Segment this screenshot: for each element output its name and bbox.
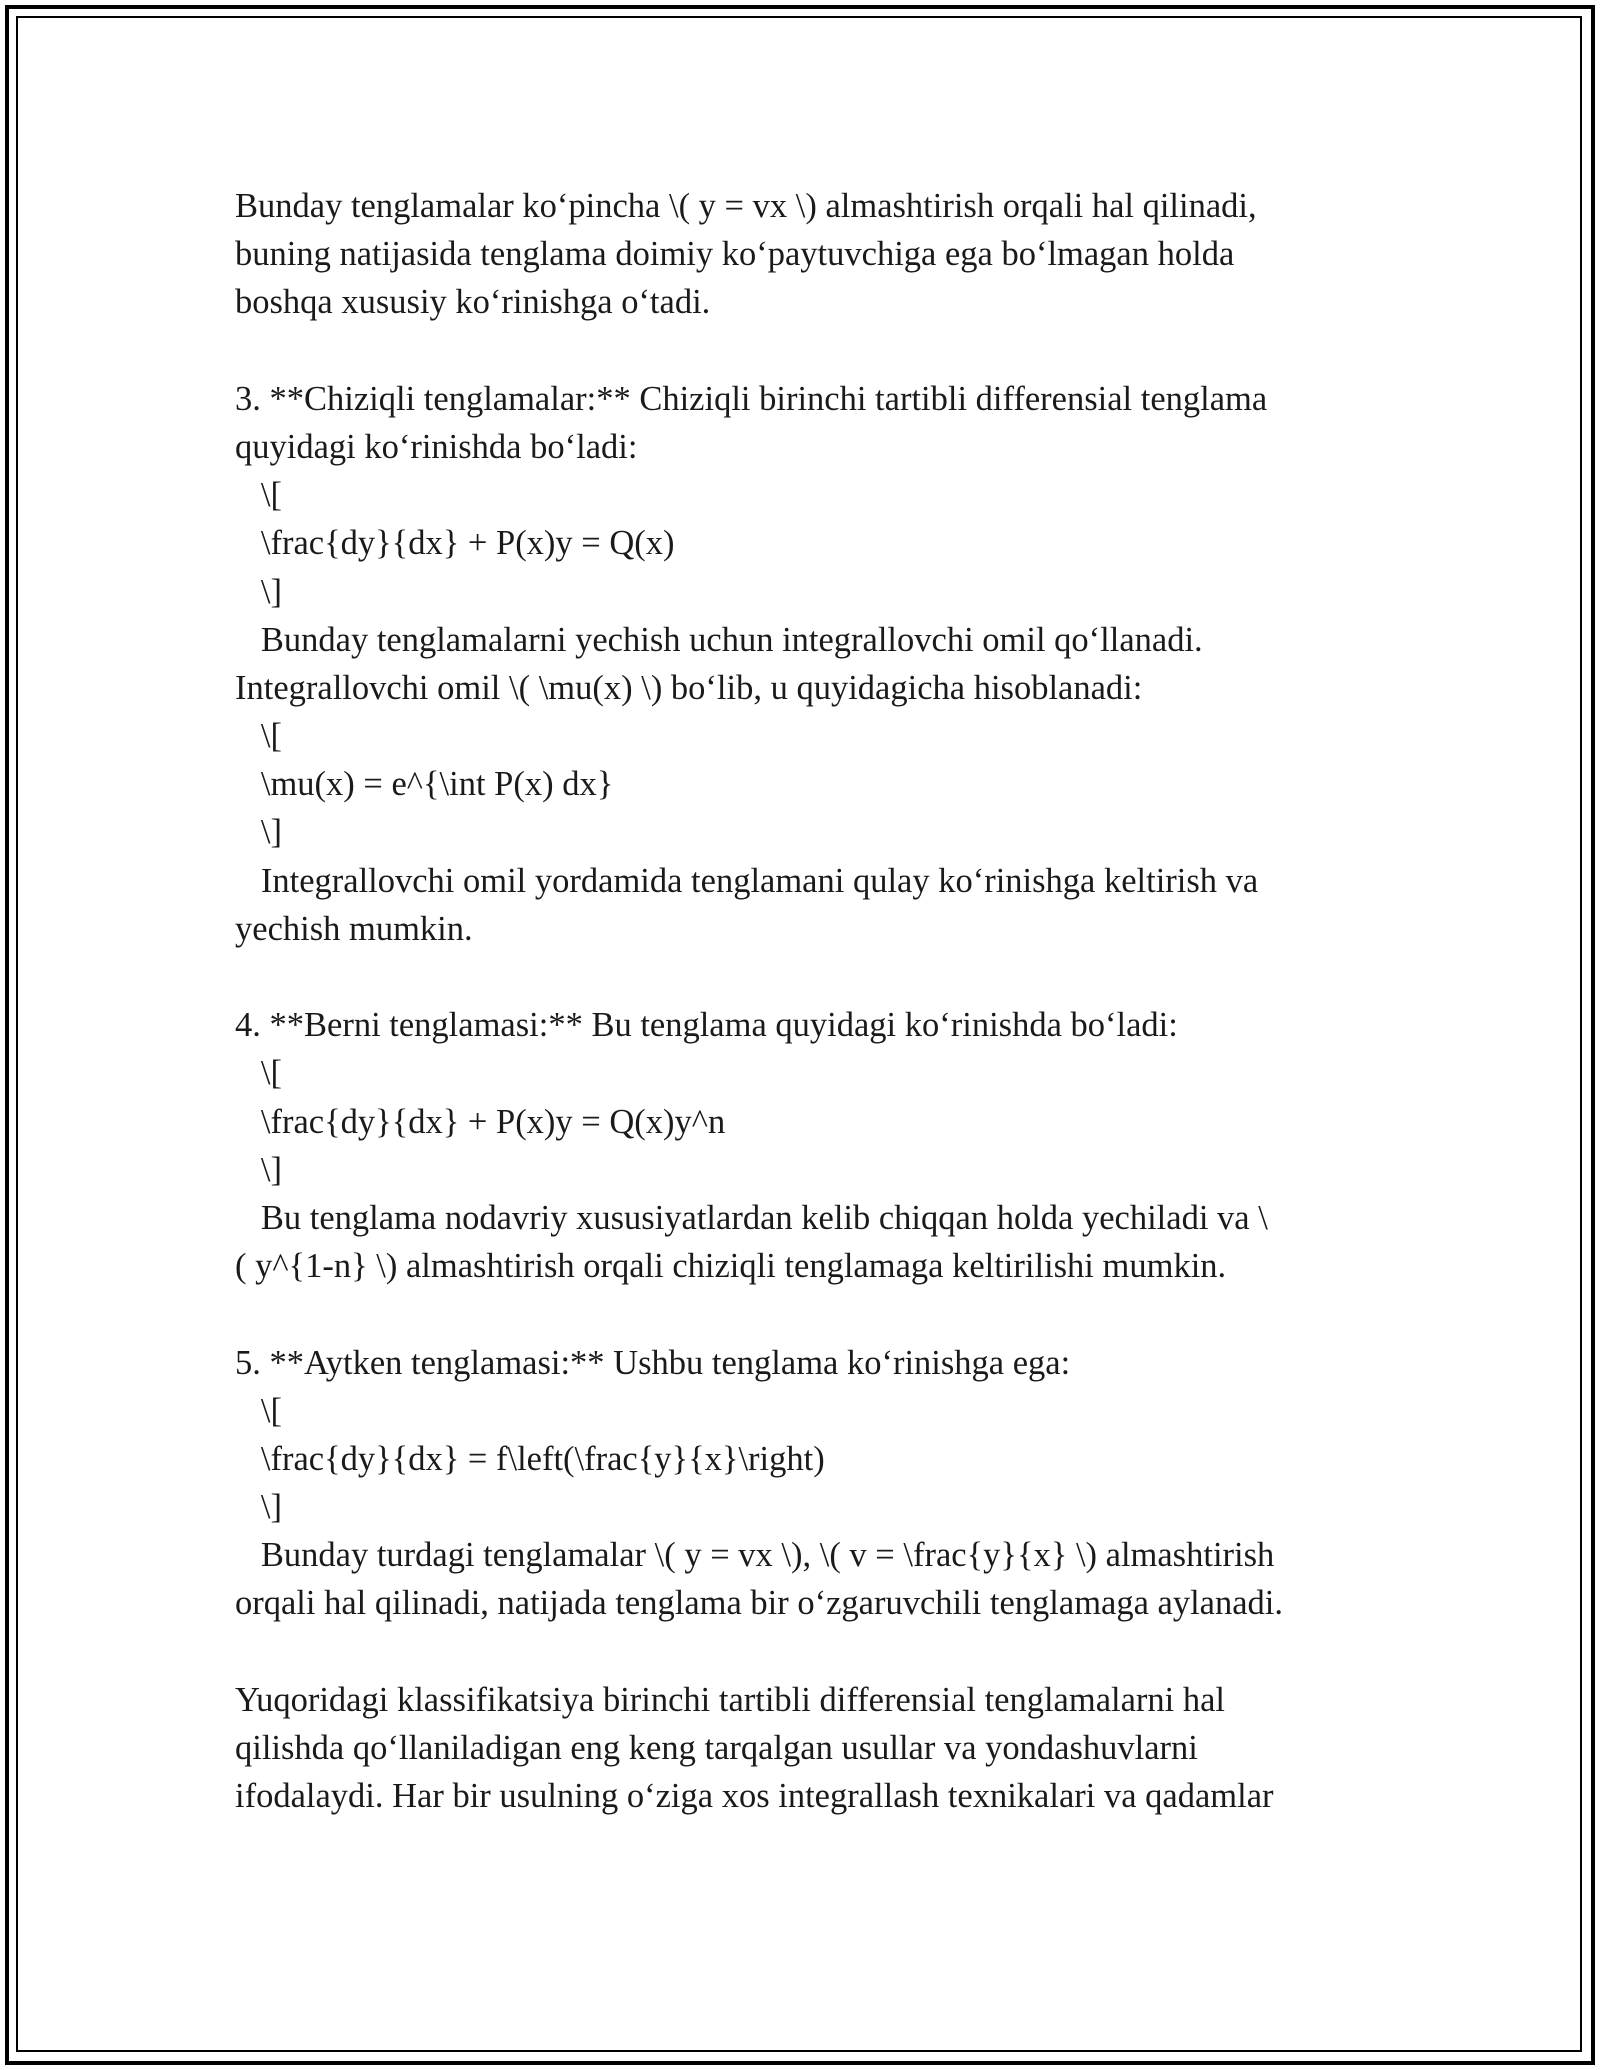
text-line: \[ [235,1391,282,1430]
paragraph-gap [235,1290,1365,1338]
text-line: Bunday tenglamalarni yechish uchun integrallovchi omil qo‘llanadi. [235,620,1203,659]
text-line: Bunday tenglamalar ko‘pincha \( y = vx \) almashtirish orqali hal qilinadi, [235,187,1257,225]
text-line: \] [235,572,282,611]
document-body [235,182,1365,1820]
text-line: \frac{dy}{dx} + P(x)y = Q(x)y^n [235,1102,726,1141]
paragraph-gap [235,1628,1365,1676]
text-line: \frac{dy}{dx} + P(x)y = Q(x) [235,524,675,563]
text-line: \[ [235,1054,282,1093]
text-line: \] [235,1150,282,1189]
text-line: Bu tenglama nodavriy xususiyatlardan kelib chiqqan holda yechiladi va \ [235,1198,1268,1237]
text-line: \[ [235,476,282,515]
text-line: Yuqoridagi klassifikatsiya birinchi tartibli differensial tenglamalarni hal [235,1680,1226,1719]
text-line: qilishda qo‘llaniladigan eng keng tarqalgan usullar va yondashuvlarni [235,1729,1198,1767]
text-line: 3. **Chiziqli tenglamalar:** Chiziqli birinchi tartibli differensial tenglama [235,379,1268,418]
text-line: ifodalaydi. Har bir usulning o‘ziga xos integrallash texnikalari va qadamlar [235,1777,1274,1816]
text-line: 5. **Aytken tenglamasi:** Ushbu tenglama ko‘rinishga ega: [235,1343,1071,1382]
text-line: Bunday turdagi tenglamalar \( y = vx \), \( v = \frac{y}{x} \) almashtirish [235,1536,1275,1575]
text-line: \frac{dy}{dx} = f\left(\frac{y}{x}\right) [235,1439,825,1478]
text-line: quyidagi ko‘rinishda bo‘ladi: [235,427,638,466]
paragraph-gap [235,327,1365,375]
text-line: \] [235,1488,282,1527]
text-line: 4. **Berni tenglamasi:** Bu tenglama quyidagi ko‘rinishda bo‘ladi: [235,1006,1178,1045]
text-line: Integrallovchi omil \( \mu(x) \) bo‘lib, u quyidagicha hisoblanadi: [235,668,1143,707]
text-line: boshqa xususiy ko‘rinishga o‘tadi. [235,283,711,322]
text-line: \mu(x) = e^{\int P(x) dx} [235,765,614,804]
text-line: ( y^{1-n} \) almashtirish orqali chiziqli tenglamaga keltirilishi mumkin. [235,1247,1227,1286]
paragraph-gap [235,953,1365,1001]
text-line: orqali hal qilinadi, natijada tenglama bir o‘zgaruvchili tenglamaga aylanadi. [235,1584,1284,1623]
text-line: \[ [235,717,282,756]
text-line: yechish mumkin. [235,909,473,948]
text-line: buning natijasida tenglama doimiy ko‘paytuvchiga ega bo‘lmagan holda [235,235,1235,274]
text-line: \] [235,813,282,852]
text-line: Integrallovchi omil yordamida tenglamani qulay ko‘rinishga keltirish va [235,861,1259,900]
